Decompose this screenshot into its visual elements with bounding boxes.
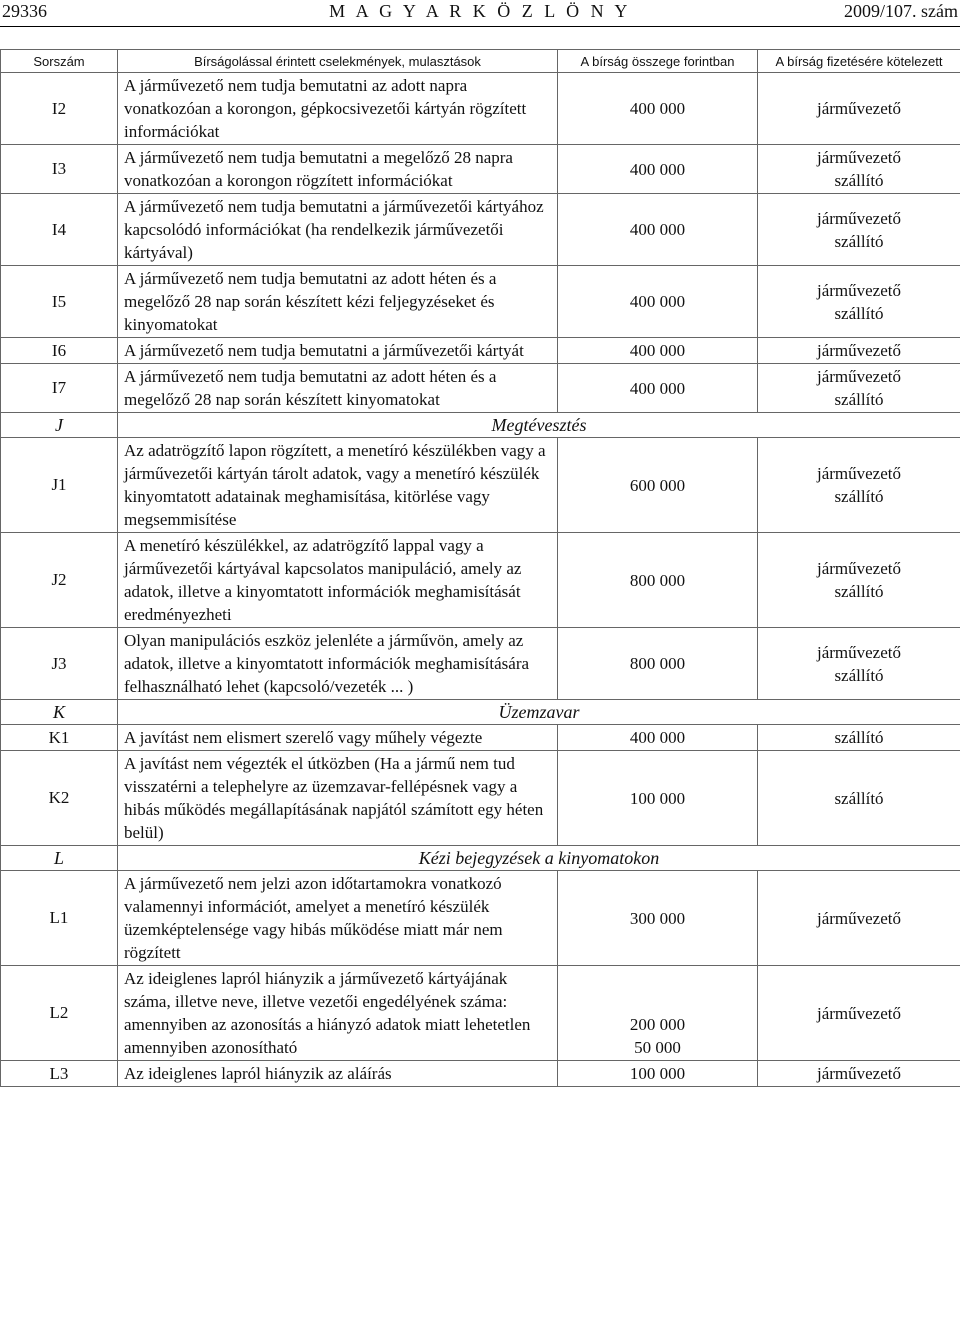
row-liable — [758, 1061, 960, 1087]
row-code: K1 — [1, 725, 118, 751]
table-row — [1, 145, 960, 194]
journal-title: M A G Y A R K Ö Z L Ö N Y — [329, 1, 631, 21]
row-description: Az adatrögzítő lapon rögzített, a menetíró készülékben vagy a járművezetői kártyán tárolt adatok, vagy a menetíró készülék kinyomtatott adatainak meghamisítása, kitörlése vagy megsemmisítése — [118, 438, 558, 533]
page-number: 29336 — [2, 1, 47, 21]
column-header-number: Sorszám — [1, 50, 118, 73]
row-liable-party: szállító — [834, 487, 884, 506]
table-row — [1, 364, 960, 413]
row-amount: 400 000 — [558, 338, 758, 364]
row-liable — [758, 628, 960, 700]
row-code: L3 — [1, 1061, 118, 1087]
section-code: K — [1, 700, 118, 725]
section-title: Megtévesztés — [118, 413, 960, 438]
row-liable-party: szállító — [834, 582, 884, 601]
row-liable-party: járművezető — [816, 1003, 901, 1023]
row-code: I5 — [1, 266, 118, 338]
row-code: I7 — [1, 364, 118, 413]
row-liable-party: járművezető — [816, 367, 901, 386]
row-liable-party: szállító — [834, 665, 884, 685]
table-row — [1, 1061, 960, 1087]
section-row — [1, 846, 960, 871]
fines-table — [0, 49, 960, 1087]
row-liable-party: szállító — [834, 303, 884, 323]
row-amount: 600 000 — [558, 438, 758, 533]
row-description: Az ideiglenes lapról hiányzik az aláírás — [118, 1061, 558, 1087]
row-liable-party: járművezető — [816, 908, 901, 928]
row-description: A járművezető nem jelzi azon időtartamokra vonatkozó valamennyi információt, amelyet a menetíró készülék üzemképtelensége vagy hibás működése miatt már nem rögzített — [118, 871, 558, 966]
row-amount — [558, 966, 758, 1061]
column-header-offense: Bírságolással érintett cselekmények, mulasztások — [118, 50, 558, 73]
table-body — [1, 73, 960, 1087]
row-code: J3 — [1, 628, 118, 700]
row-liable — [758, 533, 960, 628]
row-liable-party: járművezető — [816, 642, 901, 662]
table-row — [1, 966, 960, 1061]
section-title: Üzemzavar — [118, 700, 960, 725]
row-code: J1 — [1, 438, 118, 533]
row-amount: 400 000 — [558, 725, 758, 751]
table-row — [1, 725, 960, 751]
table-row — [1, 438, 960, 533]
issue-number: 2009/107. szám — [844, 1, 958, 21]
table-row — [1, 871, 960, 966]
row-amount: 400 000 — [558, 194, 758, 266]
row-description-main: Az ideiglenes lapról hiányzik a járművezető kártyájának száma, illetve neve, illetve vezetői engedélyének száma: — [124, 969, 508, 1011]
row-liable — [758, 966, 960, 1061]
row-amount-case-2: 50 000 — [634, 1038, 681, 1057]
table-row — [1, 338, 960, 364]
row-liable-party: szállító — [834, 390, 884, 409]
row-description: A menetíró készülékkel, az adatrögzítő lappal vagy a járművezetői kártyával kapcsolatos manipuláció, amely az adatok, illetve a kinyomtatott információk meghamisítását eredményezheti — [118, 533, 558, 628]
row-amount-case-1: 200 000 — [629, 1015, 686, 1034]
table-row — [1, 751, 960, 846]
table-row — [1, 533, 960, 628]
row-liable — [758, 871, 960, 966]
row-amount: 400 000 — [558, 145, 758, 194]
row-liable-party: járművezető — [816, 1064, 901, 1083]
header-rule — [0, 26, 960, 27]
row-description: A járművezető nem tudja bemutatni az adott héten és a megelőző 28 nap során készített kinyomatokat — [118, 364, 558, 413]
section-title: Kézi bejegyzések a kinyomatokon — [118, 846, 960, 871]
row-liable — [758, 364, 960, 413]
row-code: I3 — [1, 145, 118, 194]
row-liable-party: járművezető — [816, 559, 901, 578]
row-code: I6 — [1, 338, 118, 364]
row-liable-party: szállító — [834, 788, 884, 808]
row-code: J2 — [1, 533, 118, 628]
row-liable-party: szállító — [834, 728, 884, 747]
row-liable-party: járművezető — [816, 208, 901, 228]
section-row — [1, 413, 960, 438]
row-liable-party: járművezető — [816, 464, 901, 483]
row-amount: 400 000 — [558, 266, 758, 338]
table-header-row — [1, 50, 960, 73]
row-code: L2 — [1, 966, 118, 1061]
row-code: L1 — [1, 871, 118, 966]
row-liable — [758, 725, 960, 751]
row-amount: 100 000 — [558, 751, 758, 846]
row-liable — [758, 194, 960, 266]
section-code: J — [1, 413, 118, 438]
row-liable — [758, 438, 960, 533]
row-description — [118, 966, 558, 1061]
row-amount: 300 000 — [558, 871, 758, 966]
page-header — [0, 0, 960, 26]
row-amount: 800 000 — [558, 628, 758, 700]
section-row — [1, 700, 960, 725]
row-amount: 100 000 — [558, 1061, 758, 1087]
table-row — [1, 73, 960, 145]
row-liable — [758, 73, 960, 145]
section-code: L — [1, 846, 118, 871]
row-description: A járművezető nem tudja bemutatni a járművezetői kártyához kapcsolódó információkat (ha rendelkezik járművezetői kártyával) — [118, 194, 558, 266]
row-description: A járművezető nem tudja bemutatni a járművezetői kártyát — [118, 338, 558, 364]
table-row — [1, 266, 960, 338]
row-description-case-1: amennyiben az azonosítás a hiányzó adatok miatt lehetetlen — [124, 1015, 531, 1034]
row-liable-party: járművezető — [816, 148, 901, 167]
row-description: Olyan manipulációs eszköz jelenléte a járművön, amely az adatok, illetve a kinyomtatott információk meghamisítására felhasználható lehet (kapcsoló/vezeték ... ) — [118, 628, 558, 700]
row-code: I4 — [1, 194, 118, 266]
column-header-amount: A bírság összege forintban — [558, 50, 758, 73]
row-liable-party: járművezető — [816, 280, 901, 300]
row-description: A javítást nem végezték el útközben (Ha a jármű nem tud visszatérni a telephelyre az üzemzavar-fellépésnek vagy a hibás működés megállapításának napjától számított egy héten belül) — [118, 751, 558, 846]
row-liable-party: szállító — [834, 171, 884, 190]
row-code: K2 — [1, 751, 118, 846]
row-liable — [758, 145, 960, 194]
row-code: I2 — [1, 73, 118, 145]
table-row — [1, 194, 960, 266]
row-liable — [758, 751, 960, 846]
row-description-case-2: amennyiben azonosítható — [124, 1038, 298, 1057]
row-amount: 400 000 — [558, 73, 758, 145]
row-liable-party: járművezető — [816, 99, 901, 118]
row-description: A javítást nem elismert szerelő vagy műhely végezte — [118, 725, 558, 751]
row-liable-party: szállító — [834, 231, 884, 251]
row-description: A járművezető nem tudja bemutatni a megelőző 28 napra vonatkozóan a korongon rögzített információkat — [118, 145, 558, 194]
row-liable — [758, 338, 960, 364]
row-liable — [758, 266, 960, 338]
row-amount: 400 000 — [558, 364, 758, 413]
row-amount: 800 000 — [558, 533, 758, 628]
row-description: A járművezető nem tudja bemutatni az adott napra vonatkozóan a korongon, gépkocsivezetői kártyán rögzített információkat — [118, 73, 558, 145]
row-liable-party: járművezető — [816, 341, 901, 360]
table-row — [1, 628, 960, 700]
row-description: A járművezető nem tudja bemutatni az adott héten és a megelőző 28 nap során készített kézi feljegyzéseket és kinyomatokat — [118, 266, 558, 338]
column-header-liable: A bírság fizetésére kötelezett — [758, 50, 960, 73]
